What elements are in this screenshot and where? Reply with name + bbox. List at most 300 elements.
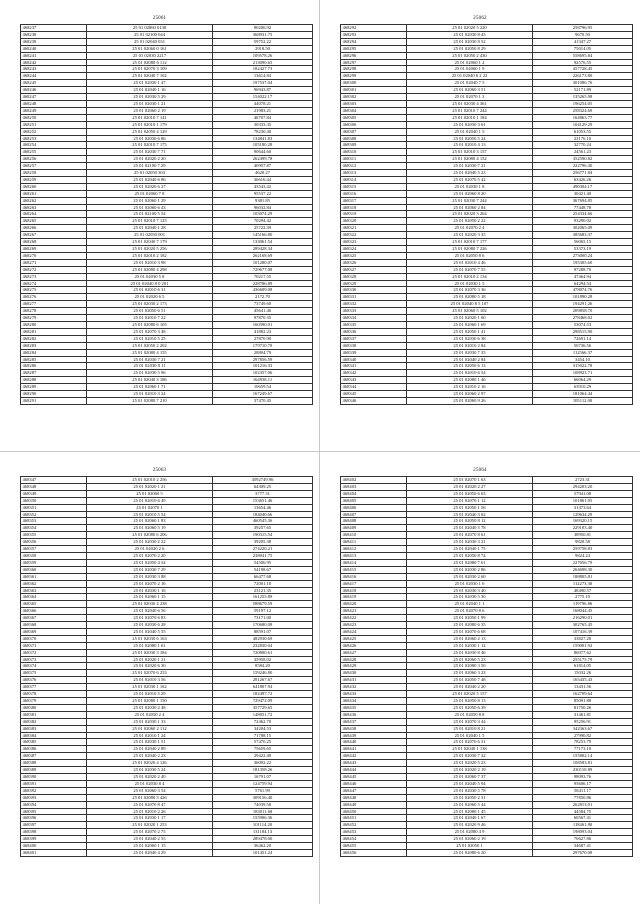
amount-cell: 460545.36 (213, 518, 313, 525)
row-id-cell: 468368 (21, 622, 87, 629)
amount-cell: 238041.75 (213, 552, 313, 559)
amount-cell: 258324.69 (533, 107, 633, 114)
account-code-cell: 25 01 02050 2 202 (87, 342, 213, 349)
amount-cell: 195305.60 (533, 259, 633, 266)
account-code-cell: 25 01 02040 7 179 (87, 239, 213, 246)
account-code-cell: 25 01 02010 2 182 (87, 252, 213, 259)
row-id-cell: 468365 (21, 601, 87, 608)
row-id-cell: 468298 (341, 66, 407, 73)
amount-cell: 78230.40 (213, 128, 313, 135)
table-row (341, 280, 633, 287)
account-code-cell: 25 01 02050 8 12 (407, 518, 533, 525)
amount-cell: 194291.26 (533, 301, 633, 308)
account-code-cell: 25 01 02030 7 32 (407, 753, 533, 760)
account-code-cell: 25 01 02040 4 29 (87, 849, 213, 856)
account-code-cell: 25 01 02040 1 16 (87, 87, 213, 94)
table-row (21, 342, 313, 349)
table-row (21, 356, 313, 363)
row-id-cell: 468374 (21, 663, 87, 670)
account-code-cell: 25 01 02080 6 105 (87, 321, 213, 328)
amount-cell: 148051.72 (213, 711, 313, 718)
table-row (341, 836, 633, 843)
amount-cell: 352590.82 (533, 156, 633, 163)
row-id-cell: 468336 (341, 328, 407, 335)
row-id-cell: 468360 (21, 566, 87, 573)
account-code-cell: 25 01 02010 6 31 (87, 287, 213, 294)
table-row (21, 546, 313, 553)
table-row (341, 246, 633, 253)
amount-cell: 97870.35 (213, 315, 313, 322)
account-code-cell: 25 01 02060 5 23 (407, 656, 533, 663)
table-row (21, 204, 313, 211)
table-row (21, 377, 313, 384)
account-code-cell: 25 01 02010 5 29 (87, 691, 213, 698)
table-row (21, 80, 313, 87)
row-id-cell: 468399 (21, 836, 87, 843)
account-code-cell: 25 01 02060 1 2 (407, 59, 533, 66)
row-id-cell: 468282 (21, 335, 87, 342)
row-id-cell: 468237 (21, 25, 87, 32)
row-id-cell: 468405 (341, 497, 407, 504)
row-id-cell: 468238 (21, 31, 87, 38)
row-id-cell: 468277 (21, 301, 87, 308)
row-id-cell: 468357 (21, 546, 87, 553)
account-code-cell: 25 01 02080 6 112 (87, 59, 213, 66)
amount-cell: 30421.40 (533, 190, 633, 197)
amount-cell: 78253.79 (533, 739, 633, 746)
account-code-cell: 25 01 02020 3 35 (407, 232, 533, 239)
account-code-cell: 25 01 02060 1 83 (87, 518, 213, 525)
amount-cell: 53373.19 (533, 246, 633, 253)
amount-cell: 85091.88 (533, 698, 633, 705)
account-code-cell: 25 01 02010 8 21 (407, 725, 533, 732)
amount-cell: 258796.95 (533, 25, 633, 32)
account-code-cell: 25 01 02010 7 22 (87, 315, 213, 322)
account-code-cell: 25 01 02060 1 71 (87, 384, 213, 391)
table-row (341, 308, 633, 315)
row-id-cell: 468419 (341, 594, 407, 601)
row-id-cell: 468448 (341, 794, 407, 801)
table-row (341, 328, 633, 335)
account-code-cell: 25 01 02040 2 84 (407, 356, 533, 363)
table-row (341, 107, 633, 114)
row-id-cell: 468384 (21, 732, 87, 739)
account-code-cell: 25 01 02040 7 102 (87, 73, 213, 80)
amount-cell: 259758.83 (533, 546, 633, 553)
amount-cell: 13654.46 (213, 504, 313, 511)
amount-cell: 588679.59 (213, 601, 313, 608)
table-row (21, 225, 313, 232)
account-code-cell: 25 01 02030 7 21 (407, 163, 533, 170)
row-id-cell: 468299 (341, 73, 407, 80)
account-code-cell: 25 01 02040 1 138 (407, 746, 533, 753)
amount-cell: 73749.60 (213, 301, 313, 308)
account-code-cell: 25 01 02040 8 0 201 (87, 280, 213, 287)
amount-cell: 54506.95 (213, 559, 313, 566)
table-row (341, 511, 633, 518)
table-row (341, 80, 633, 87)
table-row (21, 483, 313, 490)
account-code-cell: 25 01 02030 7 244 (407, 197, 533, 204)
account-code-cell: 25 01 02030 2 86 (407, 566, 533, 573)
row-id-cell: 468408 (341, 518, 407, 525)
table-row (21, 677, 313, 684)
table-row (21, 363, 313, 370)
amount-cell: 101114.20 (213, 822, 313, 829)
account-code-cell: 25 01 02030 5 96 (87, 370, 213, 377)
account-code-cell: 25 01 02040 031 (87, 38, 213, 45)
amount-cell: 31473.64 (533, 504, 633, 511)
account-code-cell: 25 01 02070 2 20 (87, 552, 213, 559)
row-id-cell: 468369 (21, 628, 87, 635)
table-row (341, 363, 633, 370)
amount-cell: 98093.76 (533, 773, 633, 780)
table-row (341, 490, 633, 497)
table-row (21, 239, 313, 246)
amount-cell: 75014.05 (533, 45, 633, 52)
amount-cell: 105180.28 (213, 142, 313, 149)
amount-cell: 43543.42 (213, 183, 313, 190)
row-id-cell: 468381 (21, 711, 87, 718)
table-row (21, 559, 313, 566)
amount-cell: 302065.09 (533, 225, 633, 232)
page-25064 (320, 452, 640, 904)
account-code-cell: 25 01 02070 2 4 (407, 225, 533, 232)
amount-cell: 155906.36 (213, 815, 313, 822)
amount-cell: 135265.98 (533, 94, 633, 101)
table-row (341, 87, 633, 94)
amount-cell: 209858.70 (533, 308, 633, 315)
account-code-cell: 25 01 02080 4 152 (407, 156, 533, 163)
row-id-cell: 468395 (21, 808, 87, 815)
account-code-cell: 25 01 02060 5 44 (407, 801, 533, 808)
account-code-cell: 25 01 02060 0 161 (87, 45, 213, 52)
account-code-cell: 25 01 02020 2 20 (87, 156, 213, 163)
amount-cell: 60567.41 (533, 815, 633, 822)
table-row (21, 656, 313, 663)
row-id-cell: 468361 (21, 573, 87, 580)
table-row (341, 176, 633, 183)
account-code-cell: 25 01 02070 2 16 (87, 580, 213, 587)
account-code-cell: 25 01 02040 6 2 22 (407, 73, 533, 80)
amount-cell: 72462.70 (213, 718, 313, 725)
row-id-cell: 468349 (21, 490, 87, 497)
ledger-table (20, 24, 313, 405)
account-code-cell: 25 01 02070 1 (87, 504, 213, 511)
amount-cell: 179710.79 (213, 342, 313, 349)
row-id-cell: 468444 (341, 767, 407, 774)
row-id-cell: 468292 (341, 25, 407, 32)
row-id-cell: 468376 (21, 677, 87, 684)
account-code-cell: 25 01 02010 1 184 (407, 114, 533, 121)
table-row (21, 73, 313, 80)
row-id-cell: 468432 (341, 684, 407, 691)
table-row (21, 59, 313, 66)
amount-cell: 32770.24 (533, 142, 633, 149)
account-code-cell: 25 01 02040 2 20 (407, 684, 533, 691)
row-id-cell: 468353 (21, 518, 87, 525)
row-id-cell: 468257 (21, 163, 87, 170)
account-code-cell: 25 01 02060 6 43 (87, 204, 213, 211)
page-title: 25061 (152, 16, 167, 21)
account-code-cell: 25 01 02050 8 13 (407, 698, 533, 705)
amount-cell: 105112.00 (533, 397, 633, 404)
table-row (341, 794, 633, 801)
table-row (341, 732, 633, 739)
row-id-cell: 468265 (21, 218, 87, 225)
table-row (21, 649, 313, 656)
account-code-cell: 25 01 02030 7 21 (87, 356, 213, 363)
row-id-cell: 468397 (21, 822, 87, 829)
row-id-cell: 468418 (341, 587, 407, 594)
page-25062 (320, 0, 640, 452)
row-id-cell: 468364 (21, 594, 87, 601)
table-row (341, 483, 633, 490)
row-id-cell: 468271 (21, 259, 87, 266)
account-code-cell: 25 01 02020 1 60 (407, 315, 533, 322)
row-id-cell: 468261 (21, 190, 87, 197)
table-row (21, 211, 313, 218)
account-code-cell: 25 01 02040 1 75 (407, 546, 533, 553)
amount-cell: 107416.39 (533, 628, 633, 635)
account-code-cell: 25 01 02030 2 22 (87, 539, 213, 546)
row-id-cell: 468430 (341, 670, 407, 677)
row-id-cell: 468294 (341, 38, 407, 45)
amount-cell: 298515.90 (533, 328, 633, 335)
row-id-cell: 468333 (341, 308, 407, 315)
table-row (341, 698, 633, 705)
account-code-cell: 25 01 02060 1 15 (87, 843, 213, 850)
account-code-cell: 25 01 02070 8 47 (87, 801, 213, 808)
table-row (341, 711, 633, 718)
row-id-cell: 468321 (341, 225, 407, 232)
row-id-cell: 468387 (21, 753, 87, 760)
account-code-cell: 25 01 02010 7 141 (87, 114, 213, 121)
amount-cell: 5761.99 (213, 787, 313, 794)
account-code-cell: 25 01 02080 1 150 (87, 698, 213, 705)
row-id-cell: 468305 (341, 114, 407, 121)
row-id-cell: 468308 (341, 135, 407, 142)
table-row (341, 342, 633, 349)
table-row (341, 391, 633, 398)
account-code-cell: 25 01 02040 3 62 (407, 511, 533, 518)
row-id-cell: 468253 (21, 135, 87, 142)
table-row (341, 252, 633, 259)
row-id-cell: 468320 (341, 218, 407, 225)
account-code-cell: 25 01 02010 1 179 (87, 121, 213, 128)
table-row (21, 601, 313, 608)
row-id-cell: 468446 (341, 780, 407, 787)
table-row (21, 704, 313, 711)
amount-cell: 108923.71 (533, 370, 633, 377)
row-id-cell: 468250 (21, 114, 87, 121)
table-row (21, 66, 313, 73)
table-row (341, 197, 633, 204)
account-code-cell: 25 01 02060 2 84 (407, 204, 533, 211)
row-id-cell: 468315 (341, 183, 407, 190)
row-id-cell: 468264 (21, 211, 87, 218)
amount-cell: 36462.20 (213, 843, 313, 850)
row-id-cell: 468276 (21, 294, 87, 301)
row-id-cell: 468396 (21, 815, 87, 822)
account-code-cell: 25 01 02050 8 74 (407, 552, 533, 559)
account-code-cell: 25 01 02020 2 6 (87, 546, 213, 553)
row-id-cell: 468407 (341, 511, 407, 518)
table-row (21, 114, 313, 121)
table-row (341, 273, 633, 280)
amount-cell: 75659.65 (213, 746, 313, 753)
row-id-cell: 468433 (341, 691, 407, 698)
table-row (21, 280, 313, 287)
row-id-cell: 468417 (341, 580, 407, 587)
amount-cell: 315022.78 (533, 363, 633, 370)
table-row (341, 321, 633, 328)
table-row (21, 628, 313, 635)
table-row (341, 787, 633, 794)
row-id-cell: 468352 (21, 511, 87, 518)
amount-cell: 34204.53 (213, 725, 313, 732)
amount-cell: 256771.84 (533, 170, 633, 177)
table-row (341, 163, 633, 170)
amount-cell: 112566.37 (533, 349, 633, 356)
amount-cell: 301086.76 (533, 80, 633, 87)
amount-cell: 2172.70 (213, 294, 313, 301)
account-code-cell: 25 01 02010 3 56 (87, 677, 213, 684)
table-row (21, 760, 313, 767)
table-row (341, 52, 633, 59)
table-row (21, 815, 313, 822)
row-id-cell: 468355 (21, 532, 87, 539)
row-id-cell: 468429 (341, 663, 407, 670)
amount-cell: 70217.55 (213, 273, 313, 280)
table-row (21, 94, 313, 101)
amount-cell: 273000.24 (533, 252, 633, 259)
table-row (21, 128, 313, 135)
amount-cell: 9670.50 (533, 31, 633, 38)
row-id-cell: 468259 (21, 176, 87, 183)
account-code-cell: 25 01 02020 1 253 (87, 822, 213, 829)
row-id-cell: 468331 (341, 294, 407, 301)
amount-cell: 28804.79 (213, 349, 313, 356)
account-code-cell: 25 01 02010 4 46 (407, 259, 533, 266)
table-row (21, 608, 313, 615)
table-row (21, 753, 313, 760)
page-title: 25062 (473, 16, 487, 21)
amount-cell: 281267.67 (213, 677, 313, 684)
table-row (21, 232, 313, 239)
row-id-cell: 468328 (341, 273, 407, 280)
amount-cell: 169320.15 (533, 518, 633, 525)
table-row (341, 539, 633, 546)
amount-cell: 385683.37 (533, 232, 633, 239)
account-code-cell: 25 01 02030 6 86 (87, 135, 213, 142)
row-id-cell: 468306 (341, 121, 407, 128)
row-id-cell: 468344 (341, 384, 407, 391)
account-code-cell: 25 01 02040 8 5 107 (407, 301, 533, 308)
account-code-cell: 25 01 02070 1 12 (407, 497, 533, 504)
amount-cell: 104129.29 (533, 121, 633, 128)
amount-cell: 66477.68 (213, 573, 313, 580)
amount-cell: 29422.49 (213, 753, 313, 760)
row-id-cell: 468404 (341, 490, 407, 497)
account-code-cell: 25 01 02030 5 30 (407, 594, 533, 601)
table-row (21, 566, 313, 573)
table-row (21, 573, 313, 580)
table-row (341, 746, 633, 753)
amount-cell: 77448.78 (533, 204, 633, 211)
row-id-cell: 468283 (21, 342, 87, 349)
table-row (341, 94, 633, 101)
table-row (21, 176, 313, 183)
amount-cell: 478074.76 (533, 287, 633, 294)
account-code-cell: 25 01 02010 7 177 (407, 239, 533, 246)
amount-cell: 134841.83 (213, 135, 313, 142)
account-code-cell: 25 01 02020 5 23 (407, 760, 533, 767)
amount-cell: 21983.21 (213, 107, 313, 114)
amount-cell: 729472.09 (213, 698, 313, 705)
amount-cell: 10659.54 (213, 384, 313, 391)
amount-cell: 27990.82 (533, 732, 633, 739)
account-code-cell: 25 01 02010 2 16 (407, 384, 533, 391)
row-id-cell: 468326 (341, 259, 407, 266)
account-code-cell: 25 01 02020 4 126 (87, 760, 213, 767)
table-row (21, 170, 313, 177)
amount-cell: 25722.39 (213, 225, 313, 232)
account-code-cell: 25 01 02040 5 94 (407, 780, 533, 787)
amount-cell: 34687.41 (533, 843, 633, 850)
account-code-cell: 25 01 02060 3 51 (407, 87, 533, 94)
amount-cell: 165435.43 (533, 677, 633, 684)
account-code-cell: 25 01 02040 1 67 (407, 815, 533, 822)
account-code-cell: 25 01 02030 1 12 (407, 642, 533, 649)
account-code-cell: 25 01 02030 6 28 (87, 622, 213, 629)
table-row (21, 794, 313, 801)
row-id-cell: 468248 (21, 100, 87, 107)
account-code-cell: 25 01 02040 7 5 (407, 80, 533, 87)
account-code-cell: 25 01 02060 2 97 (407, 391, 533, 398)
row-id-cell: 468324 (341, 246, 407, 253)
account-code-cell: 25 01 02060 1 29 (87, 197, 213, 204)
table-row (341, 25, 633, 32)
account-code-cell: 25 01 02030 5 29 (87, 94, 213, 101)
account-code-cell: 25 01 02050 6 13 (407, 363, 533, 370)
row-id-cell: 468348 (21, 483, 87, 490)
row-id-cell: 468278 (21, 308, 87, 315)
account-code-cell: 25 01 02020 6 27 (87, 183, 213, 190)
row-id-cell: 468242 (21, 59, 87, 66)
row-id-cell: 468290 (21, 391, 87, 398)
amount-cell: 119796.86 (533, 601, 633, 608)
row-id-cell: 468388 (21, 760, 87, 767)
row-id-cell: 468438 (341, 725, 407, 732)
amount-cell: 3454.10 (533, 356, 633, 363)
amount-cell: 342363.67 (533, 725, 633, 732)
row-id-cell: 468346 (341, 397, 407, 404)
amount-cell: 167249.67 (213, 391, 313, 398)
row-id-cell: 468330 (341, 287, 407, 294)
row-id-cell: 468247 (21, 94, 87, 101)
row-id-cell: 468439 (341, 732, 407, 739)
account-code-cell: 25 01 02030 1 33 (87, 718, 213, 725)
table-row (341, 301, 633, 308)
table-row (341, 808, 633, 815)
account-code-cell: 25 01 02020 5 157 (407, 691, 533, 698)
table-row (21, 301, 313, 308)
account-code-cell: 25 01 02060 1 9 (407, 66, 533, 73)
amount-cell: 184040.66 (213, 511, 313, 518)
amount-cell: 95606.17 (533, 780, 633, 787)
row-id-cell: 468295 (341, 45, 407, 52)
